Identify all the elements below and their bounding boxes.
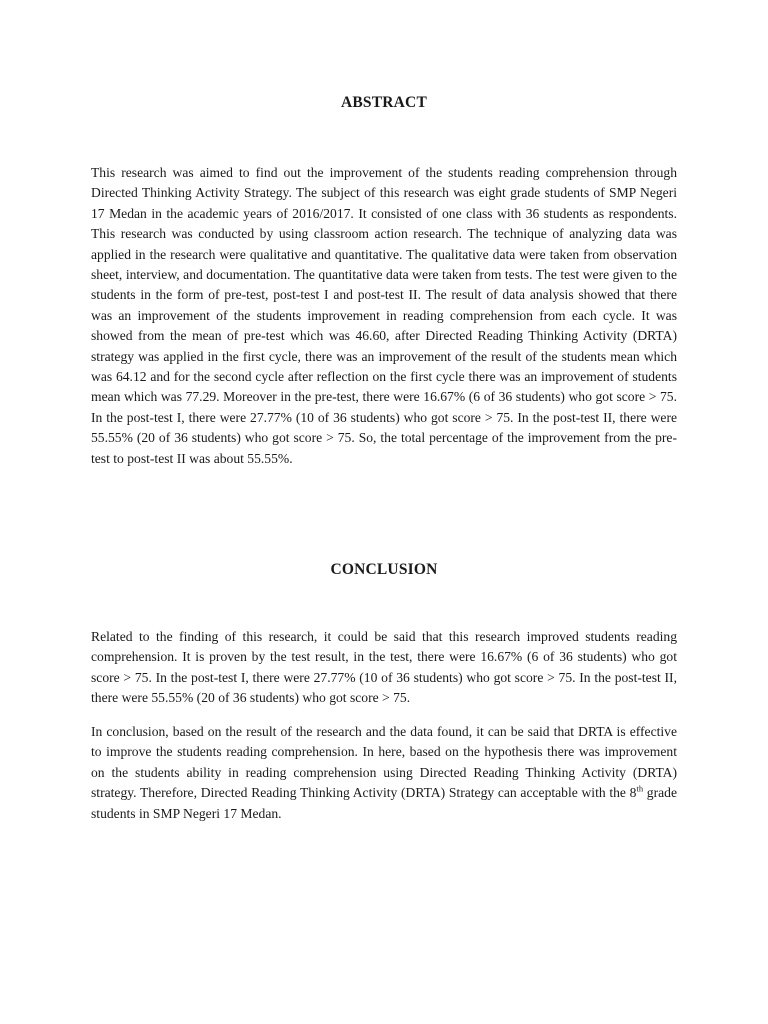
ordinal-superscript: th (636, 783, 644, 794)
abstract-heading: ABSTRACT (340, 94, 427, 111)
conclusion-paragraph-2 (91, 722, 677, 824)
conclusion-paragraph-2-text: In conclusion, based on the result of the research and the data found, it can be said that DRTA is effective to improve the students reading comprehension. In here, based on the hypothesis there was improvement on the students ability in reading comprehension using Directed Reading Thinking Activity (DRTA) strategy. Therefore, Directed Reading Thinking Activity (DRTA) Strategy can acceptable with the 8 (91, 724, 677, 801)
conclusion-paragraph-1: Related to the finding of this research, it could be said that this research improved students reading comprehension. It is proven by the test result, in the test, there were 16.67% (6 of 36 students) who got score > 75. In the post-test I, there were 27.77% (10 of 36 students) who got score > 75. In the post-test II, there were 55.55% (20 of 36 students) who got score > 75. (91, 629, 677, 706)
abstract-paragraph: This research was aimed to find out the improvement of the students reading comprehension through Directed Thinking Activity Strategy. The subject of this research was eight grade students of SMP Negeri 17 Medan in the academic years of 2016/2017. It consisted of one class with 36 students as respondents. This research was conducted by using classroom action research. The technique of analyzing data was applied in the research were qualitative and quantitative. The qualitative data were taken from observation sheet, interview, and documentation. The quantitative data were taken from tests. The test were given to the students in the form of pre-test, post-test I and post-test II. The result of data analysis showed that there was an improvement of the students improvement in reading comprehension from each cycle. It was showed from the mean of pre-test which was 46.60, after Directed Reading Thinking Activity (DRTA) strategy was applied in the first cycle, there was an improvement of the result of the students mean which was 64.12 and for the second cycle after reflection on the first cycle there was an improvement of students mean which was 77.29. Moreover in the pre-test, there were 16.67% (6 of 36 students) who got score > 75. In the post-test I, there were 27.77% (10 of 36 students) who got score > 75. In the post-test II, there were 55.55% (20 of 36 students) who got score > 75. So, the total percentage of the improvement from the pre-test to post-test II was about 55.55%. (91, 165, 677, 466)
conclusion-heading: CONCLUSION (330, 561, 438, 578)
conclusion-paragraph-2-tail: grade students in SMP Negeri 17 Medan. (91, 785, 677, 821)
